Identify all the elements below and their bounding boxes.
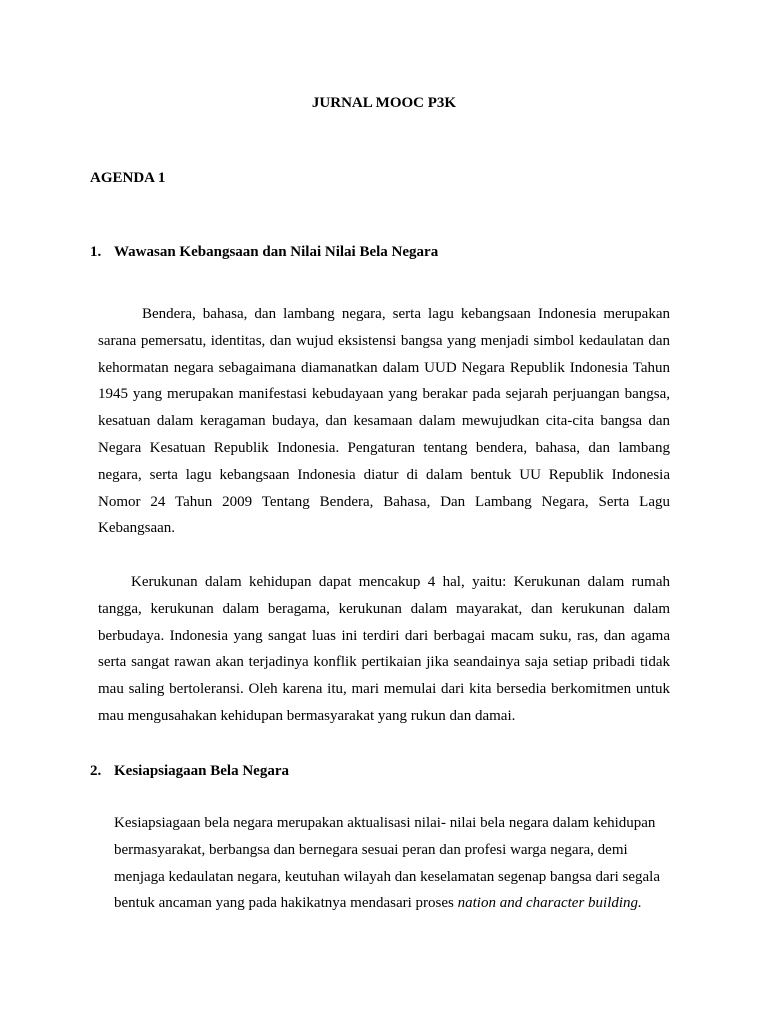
section-2-line-2: bermasyarakat, berbangsa dan bernegara sesuai peran dan profesi warga negara, demi (114, 841, 628, 858)
section-2-paragraph (114, 810, 674, 917)
section-1-heading (90, 242, 438, 262)
section-2-heading (90, 761, 289, 781)
section-1-paragraph-2: Kerukunan dalam kehidupan dapat mencakup 4 hal, yaitu: Kerukunan dalam rumah tangga, kerukunan dalam beragama, kerukunan dalam mayarakat, dan kerukunan dalam berbudaya. Indonesia yang sangat luas ini terdiri dari berbagai macam suku, ras, dan agama serta sangat rawan akan terjadinya konflik pertikaian jika seandainya saja setiap pribadi tidak mau saling bertoleransi. Oleh karena itu, mari memulai dari kita bersedia berkomitmen untuk mau mengusahakan kehidupan bermasyarakat yang rukun dan damai. (98, 574, 670, 724)
section-2-line-4: bentuk ancaman yang pada hakikatnya mendasari proses (114, 895, 458, 912)
agenda-heading: AGENDA 1 (90, 170, 166, 186)
section-1-paragraph-1: Bendera, bahasa, dan lambang negara, serta lagu kebangsaan Indonesia merupakan sarana pemersatu, identitas, dan wujud eksistensi bangsa yang menjadi simbol kedaulatan dan kehormatan negara sebagaimana diamanatkan dalam UUD Negara Republik Indonesia Tahun 1945 yang merupakan manifestasi kebudayaan yang berakar pada sejarah perjuangan bangsa, kesatuan dalam keragaman budaya, dan kesamaan dalam mewujudkan cita-cita bangsa dan Negara Kesatuan Republik Indonesia. Pengaturan tentang bendera, bahasa, dan lambang negara, serta lagu kebangsaan Indonesia diatur di dalam bentuk UU Republik Indonesia Nomor 24 Tahun 2009 Tentang Bendera, Bahasa, Dan Lambang Negara, Serta Lagu Kebangsaan. (98, 306, 670, 537)
section-2-line-1: Kesiapsiagaan bela negara merupakan aktualisasi nilai- nilai bela negara dalam kehidupan (114, 815, 656, 831)
section-2-title: Kesiapsiagaan Bela Negara (114, 763, 289, 779)
section-2-italic-phrase: nation and character building. (457, 895, 642, 912)
section-2-number: 2. (90, 763, 102, 779)
section-1-title: Wawasan Kebangsaan dan Nilai Nilai Bela Negara (114, 244, 439, 260)
section-2-line-3: menjaga kedaulatan negara, keutuhan wilayah dan keselamatan segenap bangsa dari segala (114, 868, 661, 885)
document-title: JURNAL MOOC P3K (311, 95, 457, 111)
section-1-number: 1. (90, 244, 102, 260)
